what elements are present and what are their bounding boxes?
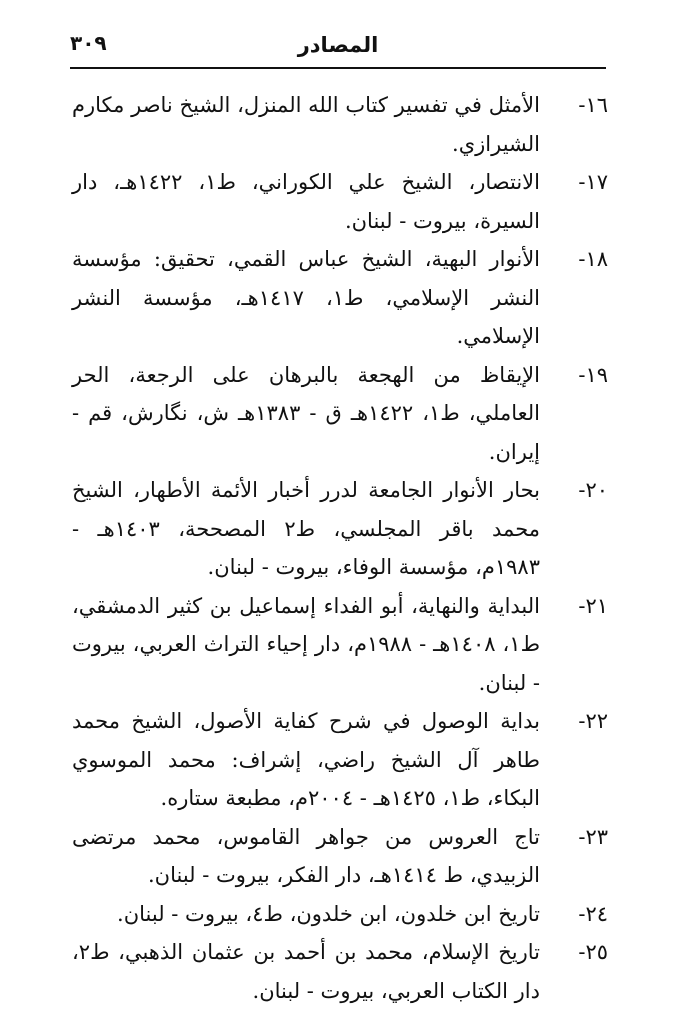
header-rule [70, 67, 606, 69]
entry-text: تاريخ الإسلام، محمد بن أحمد بن عثمان الذهبي، ط٢، دار الكتاب العربي، بيروت - لبنان. [72, 940, 540, 1003]
entry-number: ٢٥- [578, 940, 608, 964]
entry-text: تاج العروس من جواهر القاموس، محمد مرتضى الزبيدي، ط ١٤١٤هـ، دار الفكر، بيروت - لبنان. [72, 824, 540, 887]
bibliography-entry [72, 471, 608, 587]
entry-number: ٢٣- [578, 824, 608, 849]
bibliography-entry [72, 933, 608, 1010]
bibliography-list [72, 86, 608, 1010]
entry-text: تاريخ ابن خلدون، ابن خلدون، ط٤، بيروت - لبنان. [117, 901, 540, 926]
bibliography-entry [72, 702, 608, 818]
bibliography-entry [72, 240, 608, 356]
bibliography-entry [72, 895, 608, 934]
bibliography-entry [72, 587, 608, 703]
entry-number: ١٩- [578, 362, 608, 387]
entry-number: ١٦- [578, 93, 608, 117]
bibliography-entry [72, 818, 608, 895]
entry-text: بحار الأنوار الجامعة لدرر أخبار الأئمة الأطهار، الشيخ محمد باقر المجلسي، ط٢ المصححة، ١٤٠٣هـ - ١٩٨٣م، مؤسسة الوفاء، بيروت - لبنان. [72, 478, 540, 579]
entry-number: ١٧- [578, 170, 608, 194]
entry-number: ٢٢- [578, 709, 608, 733]
entry-number: ٢٤- [578, 901, 608, 926]
entry-number: ١٨- [578, 247, 608, 271]
bibliography-entry [72, 356, 608, 472]
bibliography-entry [72, 163, 608, 240]
entry-text: الانتصار، الشيخ علي الكوراني، ط١، ١٤٢٢هـ، دار السيرة، بيروت - لبنان. [72, 170, 540, 233]
entry-number: ٢١- [578, 593, 608, 618]
running-title: المصادر [297, 33, 379, 57]
entry-text: بداية الوصول في شرح كفاية الأصول، الشيخ محمد طاهر آل الشيخ راضي، إشراف: محمد الموسوي البكاء، ط١، ١٤٢٥هـ - ٢٠٠٤م، مطبعة ستاره. [72, 709, 540, 810]
page-number: ٣٠٩ [70, 31, 107, 55]
entry-text: الإيقاظ من الهجعة بالبرهان على الرجعة، الحر العاملي، ط١، ١٤٢٢هـ ق - ١٣٨٣هـ ش، نگارش، قم - إيران. [72, 362, 540, 464]
entry-text: الأنوار البهية، الشيخ عباس القمي، تحقيق: مؤسسة النشر الإسلامي، ط١، ١٤١٧هـ، مؤسسة النشر الإسلامي. [72, 247, 541, 348]
bibliography-entry [72, 86, 608, 163]
entry-text: الأمثل في تفسير كتاب الله المنزل، الشيخ ناصر مكارم الشيرازي. [72, 93, 540, 156]
running-header [70, 28, 606, 64]
entry-number: ٢٠- [578, 478, 608, 502]
entry-text: البداية والنهاية، أبو الفداء إسماعيل بن كثير الدمشقي، ط١، ١٤٠٨هـ - ١٩٨٨م، دار إحياء التراث العربي، بيروت - لبنان. [72, 593, 540, 695]
